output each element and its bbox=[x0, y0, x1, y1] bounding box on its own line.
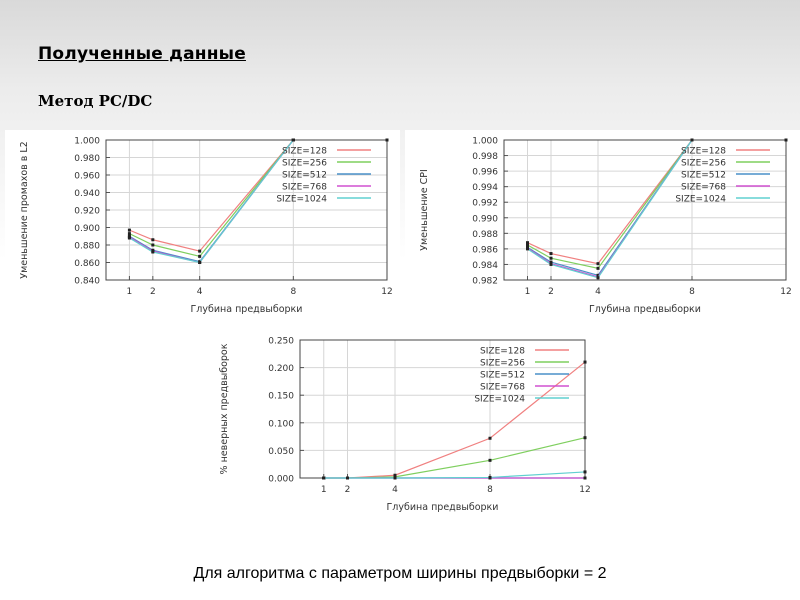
l2-data-point bbox=[198, 261, 201, 264]
cpi-y-tick-label: 0.990 bbox=[472, 214, 498, 225]
cpi-x-axis-label: Глубина предвыборки bbox=[589, 304, 701, 315]
bad-data-point bbox=[489, 437, 492, 440]
l2-y-tick-label: 0.920 bbox=[74, 206, 100, 217]
cpi-y-tick-label: 0.988 bbox=[472, 229, 498, 240]
l2-y-axis-label: Уменьшение промахов в L2 bbox=[19, 141, 30, 279]
bad-x-tick-label: 4 bbox=[392, 485, 398, 495]
cpi-data-point bbox=[597, 276, 600, 279]
footer-note: Для алгоритма с параметром ширины предвыборки = 2 bbox=[193, 565, 607, 582]
bad-series-line-1 bbox=[324, 438, 585, 478]
cpi-y-tick-label: 0.994 bbox=[472, 183, 498, 194]
bad-legend-label: SIZE=128 bbox=[480, 346, 525, 357]
cpi-y-tick-label: 0.986 bbox=[472, 245, 498, 256]
bad-x-tick-label: 12 bbox=[579, 485, 591, 495]
cpi-data-point bbox=[691, 139, 694, 142]
l2-data-point bbox=[151, 238, 154, 241]
l2-data-point bbox=[128, 237, 131, 240]
bad-y-tick-label: 0.200 bbox=[268, 364, 294, 375]
cpi-data-point bbox=[785, 139, 788, 142]
cpi-y-tick-label: 0.982 bbox=[472, 276, 498, 287]
chart-cpi-reduction bbox=[405, 130, 800, 320]
bad-x-tick-label: 1 bbox=[320, 485, 327, 495]
cpi-legend-label: SIZE=512 bbox=[681, 170, 726, 181]
l2-series-line-0 bbox=[129, 140, 293, 251]
l2-y-tick-label: 1.000 bbox=[74, 136, 100, 147]
cpi-series-line-3 bbox=[528, 140, 693, 277]
bad-x-axis-label: Глубина предвыборки bbox=[386, 502, 499, 513]
bad-y-tick-label: 0.250 bbox=[268, 336, 294, 347]
cpi-y-axis-label: Уменьшение CPI bbox=[419, 169, 430, 251]
l2-data-point bbox=[128, 229, 131, 232]
bad-series-line-0 bbox=[324, 362, 585, 478]
cpi-y-tick-label: 1.000 bbox=[472, 136, 498, 147]
bad-legend-label: SIZE=768 bbox=[480, 382, 525, 393]
l2-y-tick-label: 0.840 bbox=[74, 276, 100, 287]
l2-y-tick-label: 0.900 bbox=[74, 224, 100, 234]
bad-data-point bbox=[322, 477, 325, 480]
l2-data-point bbox=[386, 139, 389, 142]
cpi-data-point bbox=[550, 257, 553, 260]
bad-data-point bbox=[584, 361, 587, 364]
l2-legend-label: SIZE=1024 bbox=[276, 194, 327, 205]
l2-legend-label: SIZE=256 bbox=[282, 158, 327, 169]
bad-y-axis-label: % неверных предвыборок bbox=[219, 343, 230, 475]
bad-data-point bbox=[489, 459, 492, 462]
cpi-y-tick-label: 0.996 bbox=[472, 167, 498, 178]
bad-y-tick-label: 0.000 bbox=[268, 474, 294, 485]
cpi-legend-label: SIZE=1024 bbox=[675, 194, 726, 205]
bad-legend-label: SIZE=256 bbox=[480, 358, 525, 369]
cpi-x-tick-label: 1 bbox=[524, 287, 531, 297]
l2-x-axis-label: Глубина предвыборки bbox=[190, 304, 303, 315]
cpi-data-point bbox=[550, 263, 553, 266]
chart-bad-prefetches bbox=[215, 328, 600, 520]
l2-data-point bbox=[128, 232, 131, 235]
l2-y-tick-label: 0.980 bbox=[74, 154, 100, 164]
chart-l2-miss-reduction bbox=[5, 130, 400, 320]
cpi-x-tick-label: 8 bbox=[689, 287, 695, 297]
cpi-legend-label: SIZE=256 bbox=[681, 158, 726, 169]
bad-data-point bbox=[489, 476, 492, 479]
bad-y-tick-label: 0.150 bbox=[268, 391, 294, 402]
l2-y-tick-label: 0.880 bbox=[74, 241, 100, 252]
bad-y-tick-label: 0.050 bbox=[268, 446, 294, 457]
chart-l2-svg bbox=[5, 130, 400, 320]
cpi-data-point bbox=[597, 267, 600, 270]
bad-data-point bbox=[584, 477, 587, 480]
bad-data-point bbox=[584, 436, 587, 439]
slide-subtitle: Метод PC/DC bbox=[38, 92, 153, 110]
bad-data-point bbox=[394, 477, 397, 480]
cpi-y-tick-label: 0.984 bbox=[472, 260, 498, 271]
l2-series-line-2 bbox=[129, 140, 293, 262]
cpi-data-point bbox=[597, 262, 600, 265]
l2-x-tick-label: 2 bbox=[149, 287, 156, 297]
bad-x-tick-label: 8 bbox=[487, 485, 493, 495]
cpi-x-tick-label: 12 bbox=[780, 287, 792, 297]
bad-x-tick-label: 2 bbox=[344, 485, 351, 495]
l2-y-tick-label: 0.960 bbox=[74, 171, 100, 182]
l2-legend-label: SIZE=512 bbox=[282, 170, 327, 181]
cpi-y-tick-label: 0.998 bbox=[472, 152, 498, 163]
cpi-y-tick-label: 0.992 bbox=[472, 198, 498, 209]
cpi-legend-label: SIZE=128 bbox=[681, 146, 726, 157]
chart-cpi-svg bbox=[405, 130, 800, 320]
l2-data-point bbox=[151, 251, 154, 254]
bad-legend-label: SIZE=512 bbox=[480, 370, 525, 381]
l2-legend-label: SIZE=768 bbox=[282, 182, 327, 193]
cpi-legend-label: SIZE=768 bbox=[681, 182, 726, 193]
l2-data-point bbox=[198, 255, 201, 258]
bad-data-point bbox=[346, 477, 349, 480]
l2-data-point bbox=[292, 139, 295, 142]
slide-title: Полученные данные bbox=[38, 44, 246, 64]
cpi-data-point bbox=[526, 247, 529, 250]
cpi-x-tick-label: 2 bbox=[548, 287, 554, 297]
bad-legend-label: SIZE=1024 bbox=[474, 394, 525, 405]
cpi-x-tick-label: 4 bbox=[595, 287, 601, 297]
cpi-data-point bbox=[550, 252, 553, 255]
l2-x-tick-label: 12 bbox=[381, 287, 393, 297]
l2-y-tick-label: 0.940 bbox=[74, 189, 100, 199]
l2-y-tick-label: 0.860 bbox=[74, 259, 100, 269]
l2-data-point bbox=[198, 250, 201, 253]
bad-y-tick-label: 0.100 bbox=[268, 419, 294, 430]
l2-legend-label: SIZE=128 bbox=[282, 146, 327, 157]
l2-x-tick-label: 4 bbox=[196, 287, 203, 297]
bad-data-point bbox=[584, 470, 587, 473]
l2-x-tick-label: 8 bbox=[290, 287, 297, 297]
l2-x-tick-label: 1 bbox=[126, 287, 133, 297]
chart-bad-svg bbox=[215, 328, 600, 520]
l2-data-point bbox=[151, 244, 154, 247]
